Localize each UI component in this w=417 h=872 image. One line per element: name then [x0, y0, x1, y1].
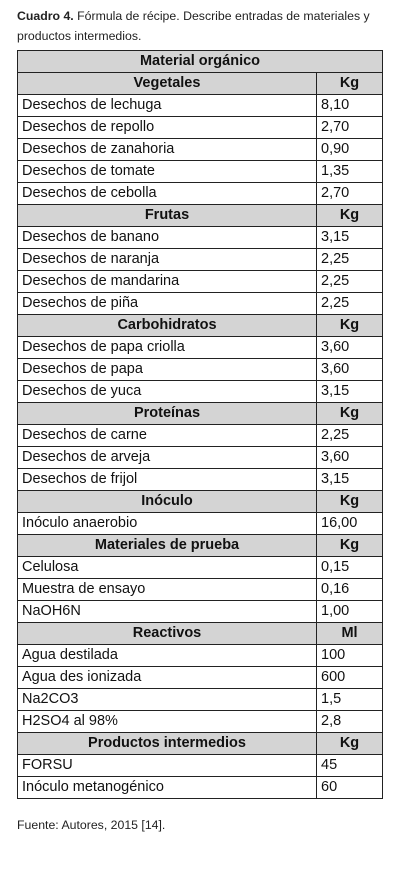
material-name-cell: Desechos de mandarina	[18, 271, 317, 293]
table-row	[18, 601, 383, 623]
material-name-cell: Desechos de frijol	[18, 469, 317, 491]
quantity-cell: 2,70	[317, 183, 383, 205]
material-name-cell: Desechos de naranja	[18, 249, 317, 271]
section-unit: Kg	[317, 73, 383, 95]
table-row	[18, 469, 383, 491]
table-title: Material orgánico	[18, 51, 383, 73]
section-header-row	[18, 535, 383, 557]
material-name-cell: Inóculo anaerobio	[18, 513, 317, 535]
table-row	[18, 161, 383, 183]
quantity-cell: 3,60	[317, 359, 383, 381]
material-name-cell: Muestra de ensayo	[18, 579, 317, 601]
quantity-cell: 1,35	[317, 161, 383, 183]
quantity-cell: 2,70	[317, 117, 383, 139]
section-header-row	[18, 205, 383, 227]
quantity-cell: 3,15	[317, 227, 383, 249]
table-row	[18, 711, 383, 733]
quantity-cell: 2,25	[317, 249, 383, 271]
table-row	[18, 381, 383, 403]
table-row	[18, 777, 383, 799]
table-row	[18, 337, 383, 359]
quantity-cell: 0,16	[317, 579, 383, 601]
table-row	[18, 667, 383, 689]
table-row	[18, 447, 383, 469]
section-unit: Kg	[317, 315, 383, 337]
section-unit: Kg	[317, 205, 383, 227]
quantity-cell: 2,8	[317, 711, 383, 733]
quantity-cell: 3,15	[317, 381, 383, 403]
table-row	[18, 139, 383, 161]
material-name-cell: FORSU	[18, 755, 317, 777]
material-name-cell: H2SO4 al 98%	[18, 711, 317, 733]
table-caption	[17, 6, 397, 46]
quantity-cell: 60	[317, 777, 383, 799]
quantity-cell: 0,90	[317, 139, 383, 161]
material-name-cell: Desechos de lechuga	[18, 95, 317, 117]
table-row	[18, 249, 383, 271]
section-name: Inóculo	[18, 491, 317, 513]
material-name-cell: Na2CO3	[18, 689, 317, 711]
quantity-cell: 2,25	[317, 293, 383, 315]
material-name-cell: Desechos de arveja	[18, 447, 317, 469]
section-header-row	[18, 315, 383, 337]
quantity-cell: 2,25	[317, 425, 383, 447]
quantity-cell: 2,25	[317, 271, 383, 293]
section-unit: Ml	[317, 623, 383, 645]
quantity-cell: 16,00	[317, 513, 383, 535]
section-header-row	[18, 623, 383, 645]
material-name-cell: Desechos de piña	[18, 293, 317, 315]
table-row	[18, 95, 383, 117]
material-name-cell: Desechos de zanahoria	[18, 139, 317, 161]
table-row	[18, 579, 383, 601]
section-name: Proteínas	[18, 403, 317, 425]
material-name-cell: Desechos de repollo	[18, 117, 317, 139]
material-name-cell: Desechos de carne	[18, 425, 317, 447]
table-row	[18, 359, 383, 381]
quantity-cell: 600	[317, 667, 383, 689]
section-name: Vegetales	[18, 73, 317, 95]
section-header-row	[18, 491, 383, 513]
quantity-cell: 3,60	[317, 337, 383, 359]
section-name: Materiales de prueba	[18, 535, 317, 557]
recipe-table	[17, 50, 383, 799]
material-name-cell: Desechos de papa	[18, 359, 317, 381]
section-name: Productos intermedios	[18, 733, 317, 755]
table-row	[18, 557, 383, 579]
table-row	[18, 117, 383, 139]
quantity-cell: 0,15	[317, 557, 383, 579]
material-name-cell: Desechos de banano	[18, 227, 317, 249]
section-name: Carbohidratos	[18, 315, 317, 337]
material-name-cell: Desechos de cebolla	[18, 183, 317, 205]
table-row	[18, 183, 383, 205]
recipe-table-body	[18, 51, 383, 799]
table-row	[18, 293, 383, 315]
material-name-cell: NaOH6N	[18, 601, 317, 623]
material-name-cell: Agua des ionizada	[18, 667, 317, 689]
section-unit: Kg	[317, 403, 383, 425]
source-note: Fuente: Autores, 2015 [14].	[17, 818, 166, 832]
quantity-cell: 8,10	[317, 95, 383, 117]
table-title-row	[18, 51, 383, 73]
quantity-cell: 1,00	[317, 601, 383, 623]
section-header-row	[18, 403, 383, 425]
quantity-cell: 3,60	[317, 447, 383, 469]
table-row	[18, 425, 383, 447]
section-name: Reactivos	[18, 623, 317, 645]
table-row	[18, 645, 383, 667]
material-name-cell: Celulosa	[18, 557, 317, 579]
quantity-cell: 45	[317, 755, 383, 777]
quantity-cell: 3,15	[317, 469, 383, 491]
section-unit: Kg	[317, 733, 383, 755]
table-row	[18, 755, 383, 777]
material-name-cell: Desechos de papa criolla	[18, 337, 317, 359]
caption-text: Fórmula de récipe. Describe entradas de materiales y productos intermedios.	[17, 9, 370, 43]
section-unit: Kg	[317, 535, 383, 557]
section-header-row	[18, 73, 383, 95]
section-unit: Kg	[317, 491, 383, 513]
quantity-cell: 1,5	[317, 689, 383, 711]
section-header-row	[18, 733, 383, 755]
material-name-cell: Desechos de tomate	[18, 161, 317, 183]
table-row	[18, 689, 383, 711]
material-name-cell: Inóculo metanogénico	[18, 777, 317, 799]
quantity-cell: 100	[317, 645, 383, 667]
table-row	[18, 227, 383, 249]
table-row	[18, 513, 383, 535]
section-name: Frutas	[18, 205, 317, 227]
material-name-cell: Agua destilada	[18, 645, 317, 667]
table-row	[18, 271, 383, 293]
caption-label: Cuadro 4.	[17, 9, 74, 23]
material-name-cell: Desechos de yuca	[18, 381, 317, 403]
